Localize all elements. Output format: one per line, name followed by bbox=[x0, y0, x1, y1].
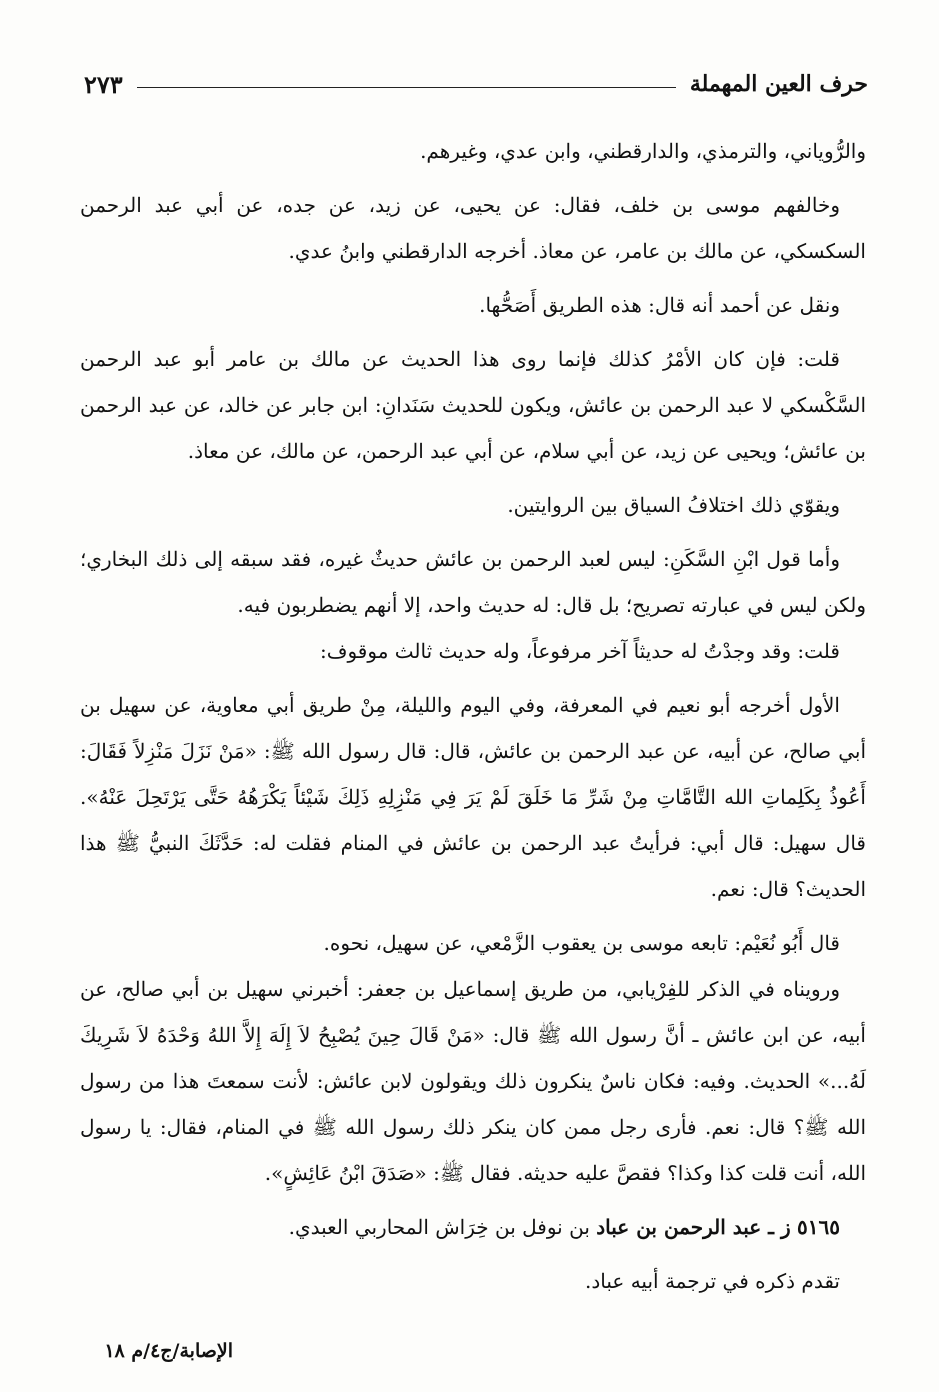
body-text bbox=[80, 128, 866, 1304]
page-number: ٢٧٣ bbox=[84, 69, 123, 99]
running-title: حرف العين المهملة bbox=[689, 71, 868, 97]
entry-name: ز ـ عبد الرحمن بن عباد bbox=[596, 1215, 791, 1239]
header-rule bbox=[137, 87, 676, 88]
paragraph: وأما قول ابْنِ السَّكَنِ: ليس لعبد الرحمن بن عائش حديثٌ غيره، فقد سبقه إلى ذلك البخاري؛ ولكن ليس في عبارته تصريح؛ بل قال: له حديث واحد، إلا أنهم يضطربون فيه. bbox=[80, 547, 866, 617]
paragraph: ورويناه في الذكر للفِرْيابي، من طريق إسماعيل بن جعفر: أخبرني سهيل بن أبي صالح، عن أبيه، عن ابن عائش ـ أنَّ رسول الله ﷺ قال: «مَنْ قَالَ حِينَ يُصْبِحُ لاَ إِلَهَ إِلاَّ اللهُ وَحْدَهُ لاَ شَرِيكَ لَهُ...» الحديث. وفيه: فكان ناسٌ ينكرون ذلك ويقولون لابن عائش: لأنت سمعتَ هذا من رسول الله ﷺ؟ قال: نعم. فأرى رجل ممن كان ينكر ذلك رسول الله ﷺ في المنام، فقال: يا رسول الله، أنت قلت كذا وكذا؟ فقصَّ عليه حديثه. فقال ﷺ: «صَدَقَ ابْنُ عَائِشٍ». bbox=[80, 977, 866, 1185]
paragraph: والرُّوياني، والترمذي، والدارقطني، وابن عدي، وغيرهم. bbox=[420, 139, 866, 163]
paragraph: الأول أخرجه أبو نعيم في المعرفة، وفي اليوم والليلة، مِنْ طريق أبي معاوية، عن سهيل بن أبي صالح، عن أبيه، عن عبد الرحمن بن عائش، قال: قال رسول الله ﷺ: «مَنْ نَزَلَ مَنْزِلاً فَقَالَ: أَعُوذُ بِكَلِماتِ الله التَّامَّاتِ مِنْ شَرِّ مَا خَلَقَ لَمْ يَرَ فِي مَنْزِلِهِ ذَلِكَ شَيْئاً يَكْرَهُهُ حَتَّى يَرْتَحِلَ عَنْهُ». قال سهيل: قال أبي: فرأيتُ عبد الرحمن بن عائش في المنام فقلت له: حَدَّثَكَ النبيُّ ﷺ هذا الحديث؟ قال: نعم. bbox=[80, 693, 866, 901]
paragraph: تقدم ذكره في ترجمة أبيه عباد. bbox=[585, 1269, 840, 1293]
paragraph: قلت: فإن كان الأمْرُ كذلك فإنما روى هذا الحديث عن مالك بن عامر أبو عبد الرحمن السَّكْسكي لا عبد الرحمن بن عائش، ويكون للحديث سَنَدانِ: ابن جابر عن خالد، عن عبد الرحمن بن عائش؛ ويحيى عن زيد، عن أبي سلام، عن أبي عبد الرحمن، عن مالك، عن معاذ. bbox=[80, 347, 867, 463]
paragraph: قال أَبُو نُعَيْم: تابعه موسى بن يعقوب الزَّمْعي، عن سهيل، نحوه. bbox=[323, 931, 840, 955]
biography-entry bbox=[80, 1204, 866, 1250]
entry-lineage: بن نوفل بن خِرَاش المحاربي العبدي. bbox=[288, 1215, 590, 1239]
signature-mark: الإصابة/ج٤/م ١٨ bbox=[104, 1340, 233, 1362]
entry-number: ٥١٦٥ bbox=[797, 1215, 840, 1239]
paragraph: وخالفهم موسى بن خلف، فقال: عن يحيى، عن زيد، عن جده، عن أبي عبد الرحمن السكسكي، عن مالك بن عامر، عن معاذ. أخرجه الدارقطني وابنُ عدي. bbox=[80, 193, 866, 263]
paragraph: قلت: وقد وجدْتُ له حديثاً آخر مرفوعاً، وله حديث ثالث موقوف: bbox=[320, 639, 840, 663]
paragraph: ويقوّي ذلك اختلافُ السياق بين الروايتين. bbox=[507, 493, 840, 517]
page-header bbox=[84, 62, 868, 106]
paragraph: ونقل عن أحمد أنه قال: هذه الطريق أَصَحُّها. bbox=[479, 293, 840, 317]
